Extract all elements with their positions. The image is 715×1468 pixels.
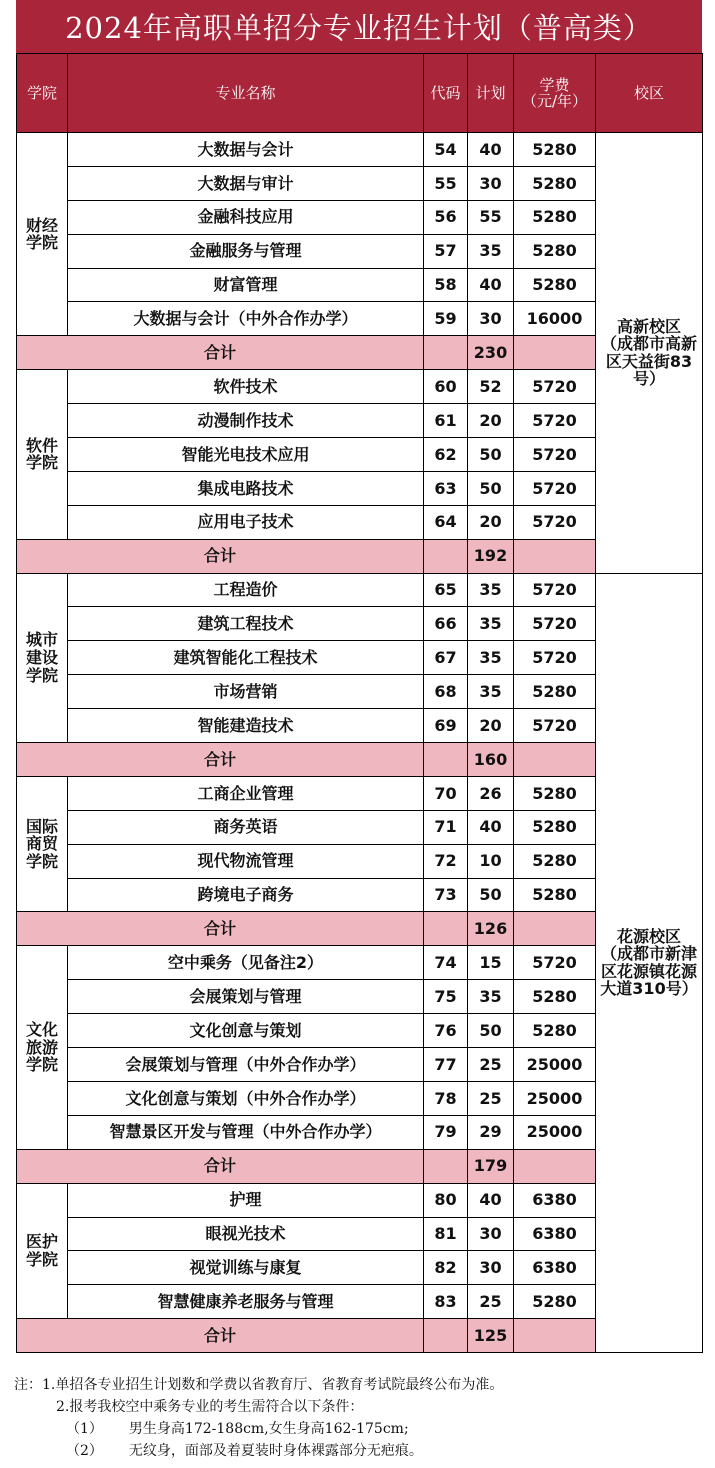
major-code: 70	[424, 776, 468, 810]
subtotal-empty-cell	[514, 336, 596, 370]
campus-name: 花源校区	[616, 926, 681, 946]
major-name: 大数据与审计	[68, 166, 424, 200]
tuition-fee: 5720	[514, 505, 596, 539]
tuition-fee: 25000	[514, 1115, 596, 1149]
subtotal-empty-cell	[424, 743, 468, 777]
major-code: 65	[424, 573, 468, 607]
major-name: 工程造价	[68, 573, 424, 607]
major-name: 市场营销	[68, 675, 424, 709]
subtotal-empty-cell	[514, 1149, 596, 1183]
college-name-cell	[17, 573, 68, 742]
major-name: 金融科技应用	[68, 200, 424, 234]
plan-count: 50	[468, 878, 514, 912]
college-name-line: 国际	[25, 816, 58, 836]
note-item-1	[14, 1418, 704, 1440]
college-name-line: 旅游	[25, 1037, 58, 1057]
table-body	[17, 133, 703, 1353]
major-name: 动漫制作技术	[68, 404, 424, 438]
major-code: 78	[424, 1081, 468, 1115]
college-name-line: 学院	[25, 233, 58, 253]
major-name: 商务英语	[68, 810, 424, 844]
subtotal-empty-cell	[424, 1319, 468, 1353]
header-college: 学院	[17, 54, 68, 133]
major-code: 72	[424, 844, 468, 878]
header-fee	[514, 54, 596, 133]
major-code: 69	[424, 709, 468, 743]
major-code: 76	[424, 1014, 468, 1048]
plan-count: 30	[468, 166, 514, 200]
major-name: 金融服务与管理	[68, 234, 424, 268]
major-code: 58	[424, 268, 468, 302]
plan-count: 25	[468, 1081, 514, 1115]
subtotal-empty-cell	[424, 912, 468, 946]
college-name-line: 建设	[25, 648, 58, 667]
table-row	[17, 573, 703, 607]
tuition-fee: 25000	[514, 1081, 596, 1115]
college-name-line: 学院	[25, 1249, 58, 1269]
subtotal-label: 合计	[17, 1319, 424, 1353]
major-name: 文化创意与策划	[68, 1014, 424, 1048]
subtotal-empty-cell	[424, 539, 468, 573]
notes-section	[14, 1374, 704, 1462]
tuition-fee: 5280	[514, 1285, 596, 1319]
major-code: 63	[424, 471, 468, 505]
tuition-fee: 5280	[514, 878, 596, 912]
major-code: 77	[424, 1048, 468, 1082]
tuition-fee: 5720	[514, 370, 596, 404]
subtotal-value: 160	[468, 743, 514, 777]
major-name: 智能光电技术应用	[68, 438, 424, 472]
plan-count: 10	[468, 844, 514, 878]
tuition-fee: 6380	[514, 1183, 596, 1217]
campus-address-line: 大道310号）	[600, 979, 698, 999]
major-name: 建筑工程技术	[68, 607, 424, 641]
tuition-fee: 6380	[514, 1251, 596, 1285]
campus-cell	[596, 133, 703, 574]
major-name: 跨境电子商务	[68, 878, 424, 912]
major-name: 应用电子技术	[68, 505, 424, 539]
college-name-line: 学院	[25, 665, 58, 685]
major-name: 工商企业管理	[68, 776, 424, 810]
college-name-line: 文化	[25, 1020, 58, 1040]
major-name: 软件技术	[68, 370, 424, 404]
header-code: 代码	[424, 54, 468, 133]
note-item-2-number: （2）	[66, 1443, 103, 1459]
tuition-fee: 5720	[514, 573, 596, 607]
major-code: 57	[424, 234, 468, 268]
plan-count: 40	[468, 133, 514, 167]
plan-count: 35	[468, 980, 514, 1014]
tuition-fee: 6380	[514, 1217, 596, 1251]
subtotal-empty-cell	[514, 912, 596, 946]
major-code: 62	[424, 438, 468, 472]
tuition-fee: 5280	[514, 675, 596, 709]
plan-count: 50	[468, 471, 514, 505]
page-title: 2024年高职单招分专业招生计划（普高类）	[65, 11, 653, 45]
plan-count: 55	[468, 200, 514, 234]
campus-address-line: （成都市新津	[600, 944, 697, 964]
plan-count: 50	[468, 1014, 514, 1048]
plan-count: 35	[468, 607, 514, 641]
major-code: 61	[424, 404, 468, 438]
tuition-fee: 5280	[514, 776, 596, 810]
subtotal-value: 125	[468, 1319, 514, 1353]
college-name-cell	[17, 776, 68, 912]
major-name: 大数据与会计	[68, 133, 424, 167]
plan-count: 35	[468, 641, 514, 675]
plan-count: 30	[468, 1251, 514, 1285]
major-name: 财富管理	[68, 268, 424, 302]
college-name-line: 商贸	[25, 834, 58, 854]
campus-cell	[596, 573, 703, 1352]
subtotal-empty-cell	[514, 743, 596, 777]
major-code: 68	[424, 675, 468, 709]
plan-count: 35	[468, 234, 514, 268]
major-code: 81	[424, 1217, 468, 1251]
note-item-2	[14, 1440, 704, 1462]
campus-address-line: 区花源镇花源	[600, 961, 697, 981]
subtotal-empty-cell	[424, 336, 468, 370]
subtotal-empty-cell	[514, 539, 596, 573]
subtotal-label: 合计	[17, 912, 424, 946]
table-header-row	[17, 54, 703, 133]
tuition-fee: 5280	[514, 166, 596, 200]
tuition-fee: 25000	[514, 1048, 596, 1082]
plan-count: 30	[468, 1217, 514, 1251]
subtotal-value: 126	[468, 912, 514, 946]
major-code: 82	[424, 1251, 468, 1285]
tuition-fee: 5280	[514, 200, 596, 234]
college-name-line: 学院	[25, 1055, 58, 1075]
tuition-fee: 5280	[514, 980, 596, 1014]
major-name: 会展策划与管理	[68, 980, 424, 1014]
major-name: 空中乘务（见备注2）	[68, 946, 424, 980]
college-name-cell	[17, 370, 68, 539]
college-name-line: 学院	[25, 852, 58, 871]
plan-count: 15	[468, 946, 514, 980]
major-code: 54	[424, 133, 468, 167]
major-name: 视觉训练与康复	[68, 1251, 424, 1285]
major-code: 75	[424, 980, 468, 1014]
plan-count: 25	[468, 1048, 514, 1082]
campus-name: 高新校区	[616, 316, 681, 336]
note-item-2-text: 无纹身，面部及着夏装时身体裸露部分无疤痕。	[128, 1443, 423, 1459]
tuition-fee: 5720	[514, 404, 596, 438]
header-major: 专业名称	[68, 54, 424, 133]
college-name-line: 软件	[25, 435, 58, 455]
plan-count: 40	[468, 810, 514, 844]
tuition-fee: 5720	[514, 438, 596, 472]
tuition-fee: 5280	[514, 234, 596, 268]
major-name: 现代物流管理	[68, 844, 424, 878]
subtotal-label: 合计	[17, 743, 424, 777]
campus-address-line: 号）	[632, 369, 665, 389]
note-item-1-text: 男生身高172-188cm,女生身高162-175cm;	[128, 1421, 409, 1437]
tuition-fee: 5280	[514, 810, 596, 844]
plan-count: 35	[468, 573, 514, 607]
header-campus: 校区	[596, 54, 703, 133]
major-name: 会展策划与管理（中外合作办学）	[68, 1048, 424, 1082]
major-code: 74	[424, 946, 468, 980]
campus-address-line: （成都市高新	[600, 334, 697, 354]
title-banner	[16, 0, 702, 53]
tuition-fee: 5720	[514, 607, 596, 641]
major-code: 83	[424, 1285, 468, 1319]
major-code: 56	[424, 200, 468, 234]
plan-count: 26	[468, 776, 514, 810]
major-name: 智慧健康养老服务与管理	[68, 1285, 424, 1319]
plan-count: 20	[468, 505, 514, 539]
plan-count: 50	[468, 438, 514, 472]
major-name: 文化创意与策划（中外合作办学）	[68, 1081, 424, 1115]
major-name: 护理	[68, 1183, 424, 1217]
tuition-fee: 5720	[514, 709, 596, 743]
plan-count: 30	[468, 302, 514, 336]
header-fee-line2: （元/年）	[521, 92, 588, 110]
tuition-fee: 16000	[514, 302, 596, 336]
tuition-fee: 5720	[514, 641, 596, 675]
tuition-fee: 5280	[514, 1014, 596, 1048]
major-name: 智能建造技术	[68, 709, 424, 743]
table-row	[17, 133, 703, 167]
plan-count: 25	[468, 1285, 514, 1319]
major-code: 79	[424, 1115, 468, 1149]
major-code: 73	[424, 878, 468, 912]
major-code: 59	[424, 302, 468, 336]
subtotal-value: 192	[468, 539, 514, 573]
plan-count: 29	[468, 1115, 514, 1149]
college-name-line: 学院	[25, 453, 58, 473]
major-name: 集成电路技术	[68, 471, 424, 505]
major-name: 大数据与会计（中外合作办学）	[68, 302, 424, 336]
plan-count: 35	[468, 675, 514, 709]
header-fee-line1: 学费	[539, 75, 570, 94]
subtotal-value: 230	[468, 336, 514, 370]
major-code: 71	[424, 810, 468, 844]
subtotal-empty-cell	[424, 1149, 468, 1183]
tuition-fee: 5280	[514, 844, 596, 878]
plan-count: 20	[468, 709, 514, 743]
subtotal-label: 合计	[17, 1149, 424, 1183]
campus-address-line: 区天益街83	[605, 351, 693, 371]
plan-count: 40	[468, 1183, 514, 1217]
subtotal-value: 179	[468, 1149, 514, 1183]
college-name-line: 医护	[25, 1232, 58, 1252]
major-code: 66	[424, 607, 468, 641]
subtotal-label: 合计	[17, 539, 424, 573]
major-name: 建筑智能化工程技术	[68, 641, 424, 675]
major-code: 67	[424, 641, 468, 675]
major-name: 眼视光技术	[68, 1217, 424, 1251]
college-name-line: 财经	[25, 215, 58, 235]
note-line-2: 2.报考我校空中乘务专业的考生需符合以下条件：	[56, 1399, 364, 1415]
college-name-cell	[17, 946, 68, 1149]
college-name-line: 城市	[25, 630, 58, 650]
major-code: 60	[424, 370, 468, 404]
note-item-1-number: （1）	[66, 1421, 103, 1437]
tuition-fee: 5720	[514, 471, 596, 505]
enrollment-plan-table	[16, 53, 703, 1353]
major-code: 55	[424, 166, 468, 200]
major-code: 64	[424, 505, 468, 539]
note-line-1: 注：1.单招各专业招生计划数和学费以省教育厅、省教育考试院最终公布为准。	[14, 1377, 504, 1393]
plan-count: 52	[468, 370, 514, 404]
plan-count: 40	[468, 268, 514, 302]
header-plan: 计划	[468, 54, 514, 133]
major-name: 智慧景区开发与管理（中外合作办学）	[68, 1115, 424, 1149]
college-name-cell	[17, 1183, 68, 1319]
tuition-fee: 5280	[514, 133, 596, 167]
plan-count: 20	[468, 404, 514, 438]
college-name-cell	[17, 133, 68, 336]
subtotal-label: 合计	[17, 336, 424, 370]
major-code: 80	[424, 1183, 468, 1217]
subtotal-empty-cell	[514, 1319, 596, 1353]
tuition-fee: 5280	[514, 268, 596, 302]
tuition-fee: 5720	[514, 946, 596, 980]
